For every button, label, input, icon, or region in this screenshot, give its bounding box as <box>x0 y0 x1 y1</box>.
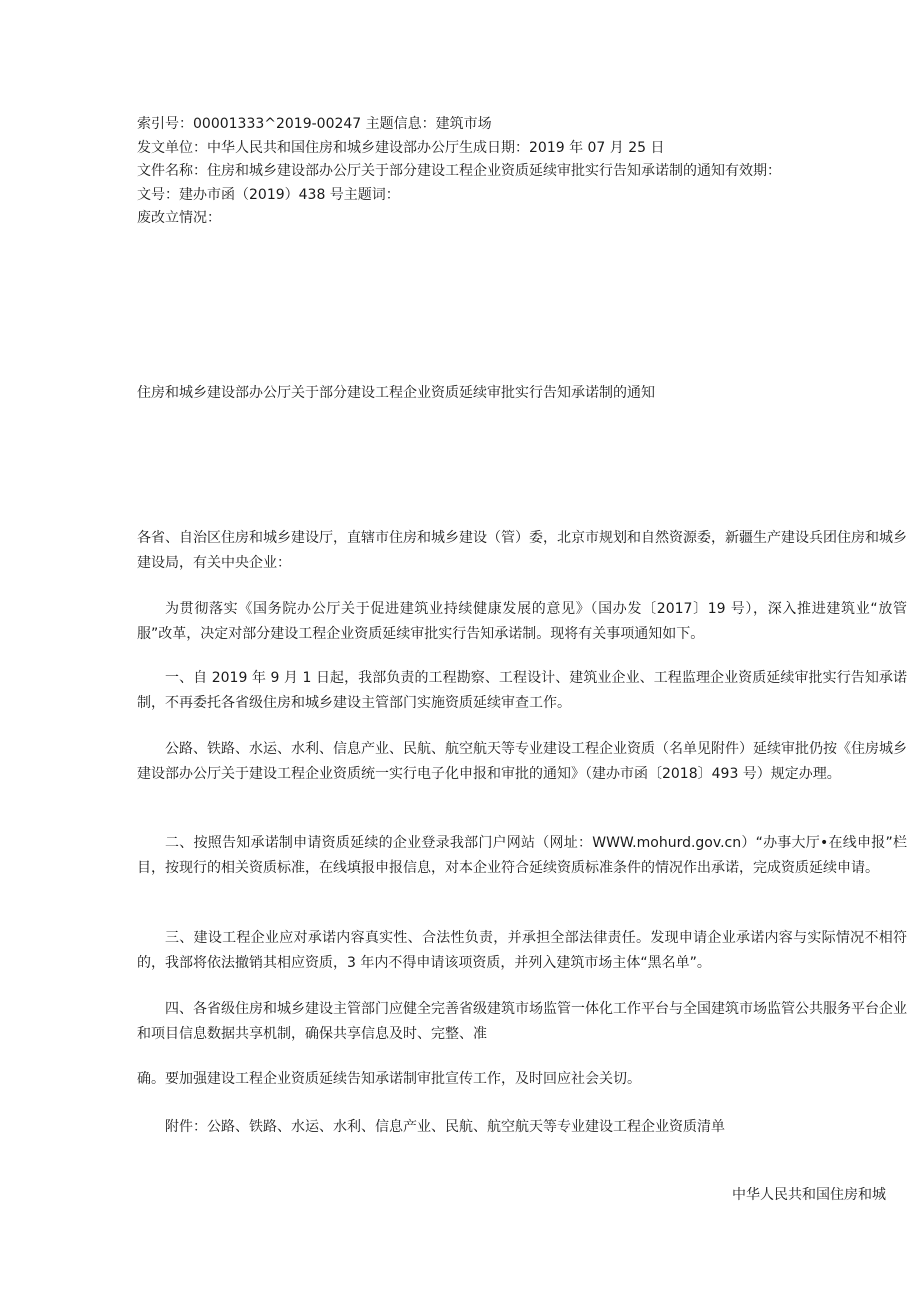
metadata-index-line: 索引号：00001333^2019-00247 主题信息：建筑市场 <box>137 116 492 132</box>
item-four-paragraph: 四、各省级住房和城乡建设主管部门应健全完善省级建筑市场监管一体化工作平台与全国建筑市场监管公共服务平台企业和项目信息数据共享机制，确保共享信息及时、完整、准 <box>137 1001 907 1042</box>
metadata-status-line: 废改立情况： <box>137 210 221 226</box>
salutation-paragraph: 各省、自治区住房和城乡建设厅，直辖市住房和城乡建设（管）委，北京市规划和自然资源委，新疆生产建设兵团住房和城乡建设局，有关中央企业： <box>137 530 907 571</box>
document-title: 住房和城乡建设部办公厅关于部分建设工程企业资质延续审批实行告知承诺制的通知 <box>137 385 655 401</box>
item-two-paragraph: 二、按照告知承诺制申请资质延续的企业登录我部门户网站（网址：WWW.mohurd.gov.cn）“办事大厅•在线申报”栏目，按现行的相关资质标准，在线填报申报信息，对本企业符合延续资质标准条件的情况作出承诺，完成资质延续申请。 <box>137 835 907 876</box>
item-four-continuation-paragraph: 确。要加强建设工程企业资质延续告知承诺制审批宣传工作，及时回应社会关切。 <box>137 1071 641 1087</box>
signature-line: 中华人民共和国住房和城 <box>732 1187 886 1203</box>
metadata-filename-line: 文件名称：住房和城乡建设部办公厅关于部分建设工程企业资质延续审批实行告知承诺制的通知有效期： <box>137 163 781 179</box>
item-three-paragraph: 三、建设工程企业应对承诺内容真实性、合法性负责，并承担全部法律责任。发现申请企业承诺内容与实际情况不相符的，我部将依法撤销其相应资质，3 年内不得申请该项资质，并列入建筑市场主体“黑名单”。 <box>137 930 907 971</box>
item-one-paragraph: 一、自 2019 年 9 月 1 日起，我部负责的工程勘察、工程设计、建筑业企业、工程监理企业资质延续审批实行告知承诺制，不再委托各省级住房和城乡建设主管部门实施资质延续审查工作。 <box>137 670 907 711</box>
metadata-docnumber-line: 文号：建办市函（2019）438 号主题词： <box>137 186 400 203</box>
metadata-issuer-line: 发文单位：中华人民共和国住房和城乡建设部办公厅生成日期：2019 年 07 月 25 日 <box>137 139 665 156</box>
document-metadata <box>137 113 907 231</box>
item-one-supplement-paragraph: 公路、铁路、水运、水利、信息产业、民航、航空航天等专业建设工程企业资质（名单见附件）延续审批仍按《住房城乡建设部办公厅关于建设工程企业资质统一实行电子化申报和审批的通知》（建办市函〔2018〕493 号）规定办理。 <box>137 741 907 782</box>
intro-paragraph: 为贯彻落实《国务院办公厅关于促进建筑业持续健康发展的意见》（国办发〔2017〕19 号），深入推进建筑业“放管服”改革，决定对部分建设工程企业资质延续审批实行告知承诺制。现将有关事项通知如下。 <box>137 601 907 642</box>
attachment-line: 附件：公路、铁路、水运、水利、信息产业、民航、航空航天等专业建设工程企业资质清单 <box>165 1119 725 1135</box>
